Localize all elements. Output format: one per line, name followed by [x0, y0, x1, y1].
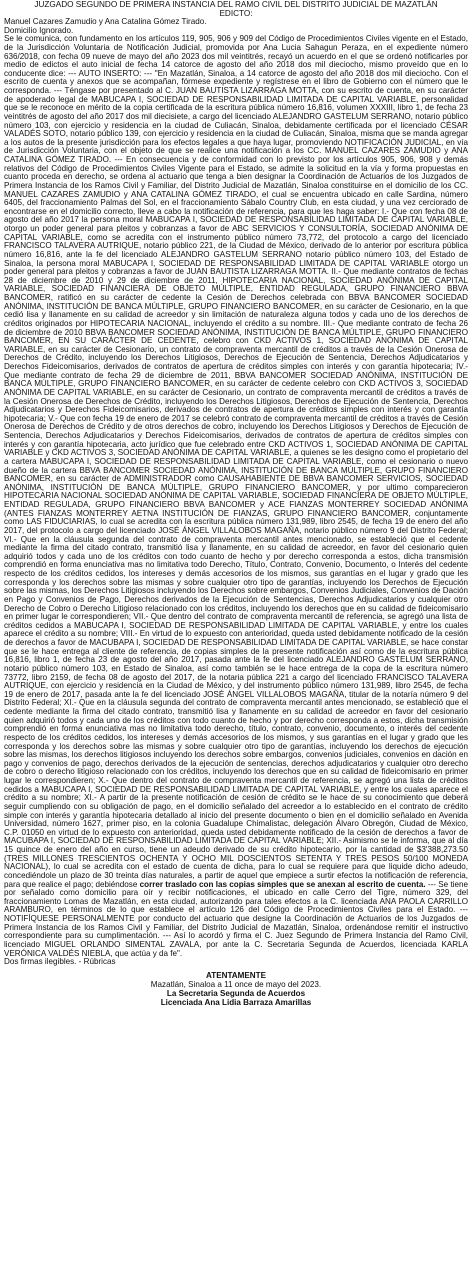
place-date: Mazatlán, Sinaloa a 11 once de mayo del 2023. — [150, 979, 322, 989]
edict-label: EDICTO: — [219, 9, 253, 18]
edict-document — [4, 0, 468, 1270]
edict-footer — [4, 971, 468, 1007]
body-paragraph-main: Se le comunica, con fundamento en los artículos 119, 905, 906 y 909 del Código de Procedimientos Civiles vigente en el Estado, de la Jurisdicción Voluntaria de Notificación Judicial, promovida por Ana Lucia Sahagun Peraza, en el expediente número 636/2018, con fecha 09 nueve de mayo del año 2023 dos mil veintitrés, recayó un acuerdo en el que se ordenó notificarles por medio de edictos el auto inicial de fecha 14 catorce de agosto del año 2018 dos mil dieciocho, mismo proveído que en lo conducente dice: --- AUTO INSERTO: --- "En Mazatlán, Sinaloa, a 14 catorce de agosto del año 2018 dos mil dieciocho. Con el escrito de cuenta y anexos que se acompañan, fórmese expediente y regístrese en el libro de Gobierno con el número que le corresponda. --- Téngase por presentado al C. JUAN BAUTISTA LIZARRAGA MOTTA, con su escrito de cuenta, en su carácter de apoderado legal de MABUCAPA I, SOCIEDAD DE RESPONSABILIDAD LIMITADA DE CAPITAL VARIABLE, personalidad que se le reconoce en mérito de la copia certificada de la escritura pública número 16,816, volumen XXXIII, libro 1, de fecha 23 veintitrés de agosto del año 2017 dos mil diecisiete, a cargo del licenciado ALEJANDRO GASTELUM SERRANO, notario público número 103, con ejercicio y residencia en la ciudad de Culiacán, Sinaloa, debidamente certificada por el licenciado CÉSAR VALADÉS SOTO, notario público 139, con ejercicio y residencia en la ciudad de Culiacán, Sinaloa, misma que se manda agregar a los autos de la presente jurisdicción para los efectos legales a que haya lugar, promoviendo NOTIFICACIÓN JUDICIAL, en vía de Jurisdicción Voluntaria, con el objeto de que se realice una notificación a los CC. MANUEL CAZARES ZAMUDIO y ANA CATALINA GÓMEZ TIRADO. --- En consecuencia y de conformidad con lo previsto por los artículos 905, 906, 908 y demás relativos del Código de Procedimientos Civiles Vigente para el Estado, se admite la solicitud en la vía y forma propuestas en cuanto proceda en derecho, se ordena al actuario que tenga a bien designar la Coordinación de Actuarios de los Juzgados de Primera Instancia de los Ramos Civil y Familiar, del Distrito Judicial de Mazatlán, Sinaloa constituirse en el domicilio de los CC. MANUEL CAZARES ZAMUDIO y ANA CATALINA GÓMEZ TIRADO, el cual se encuentra ubicado en calle Sardina, número 6405, del fraccionamiento Palmas del Sol, en el fraccionamiento Sábalo Country Club, en esta ciudad, y una vez cerciorado de encontrarse en el domicilio correcto, lleve a cabo la notificación de referencia, para que les haga saber: I.- Que con fecha 08 de agosto del año 2017 la persona moral MABUCAPA I, SOCIEDAD DE RESPONSABILIDAD LIMITADA DE CAPITAL VARIABLE, otorgo un poder general para pleitos y cobranzas a favor de ABC SERVICIOS Y CONSULTORÍA, SOCIEDAD ANÓNIMA DE CAPITAL VARIABLE, como se acredita con el instrumento público número 73,772, del protocolo a cargo del licenciado FRANCISCO TALAVERA AUTRIQUE, notario público 221, de la Ciudad de México, derivado de lo anterior por escritura pública número 16,816, ante la fe del licenciado ALEJANDRO GASTELUM SERRANO notario público número 103, del Estado de Sinaloa, la persona moral MABUCAPA I, SOCIEDAD DE RESPONSABILIDAD LIMITADA DE CAPITAL VARIABLE otorgo un poder general para pleitos y cobranzas a favor de JUAN BAUTISTA LIZARRAGA MOTTA. II.- Que mediante contratos de fechas 28 de diciembre de 2010 y 29 de diciembre de 2011, HIPOTECARIA NACIONAL, SOCIEDAD ANÓNIMA DE CAPITAL VARIABLE, SOCIEDAD FINANCIERA DE OBJETO MÚLTIPLE, ENTIDAD REGULADA, GRUPO FINANCIERO BBVA BANCOMER, ratificó en su carácter de cedente la Cesión de Derechos celebrada con BBVA BANCOMER SOCIEDAD ANÓNIMA, INSTITUCIÓN DE BANCA MÚLTIPLE, GRUPO FINANCIERO BANCOMER, en su carácter de Cesionario, en la que cedió lisa y llanamente en su calidad de acreedor y sin limitación de naturaleza alguna todos y cada uno de los derechos de créditos originados por HIPOTECARIA NACIONAL, incluyendo el crédito a su nombre. III.- Que mediante contrato de fecha 26 de diciembre de 2010 BBVA BANCOMER SOCIEDAD ANÓNIMA, INSTITUCIÓN DE BANCA MÚLTIPLE, GRUPO FINANCIERO BANCOMER, EN SU CARÁCTER DE CEDENTE, celebro con CKD ACTIVOS 1, SOCIEDAD ANÓNIMA DE CAPITAL VARIABLE, en su carácter de Cesionario, un contrato de compraventa mercantil de créditos a través de la Cesión Onerosa de Derechos de Crédito, incluyendo los Derechos Litigiosos, Derechos de Ejecución de Sentencia, Derechos Adjudicatarios y Derechos Fideicomisarios, derivados de contratos de apertura de créditos simples con interés y con garantía hipotecaria; IV.- Que mediante contrato de fecha 29 de diciembre de 2011, BBVA BANCOMER SOCIEDAD ANÓNIMA, INSTITUCIÓN DE BANCA MÚLTIPLE, GRUPO FINANCIERO BANCOMER, en su carácter de cedente celebro con CKD ACTIVOS 3, SOCIEDAD ANÓNIMA DE CAPITAL VARIABLE, en su carácter de Cesionario, un contrato de compraventa mercantil de créditos a través de la Cesión Onerosa de Derechos de Crédito, incluyendo los Derechos Litigiosos, Derechos de Ejecución de Sentencia, Derechos Adjudicatarios y Derechos Fideicomisarios, derivados de contratos de apertura de créditos simples con interés y con garantía hipotecaria; V.- Que con fecha 19 de enero de 2017 se celebró contrato de compraventa mercantil de créditos a través de Cesión Onerosa de Derechos de Crédito y de otros derechos de cobro, incluyendo los Derechos Litigiosos y Derechos de Ejecución de Sentencia, Derechos Adjudicatarios y Derechos Fideicomisarios, derivados de contratos de apertura de créditos simples con interés y con garantía hipotecaria, acto jurídico que fue celebrado entre CKD ACTIVOS 1, SOCIEDAD ANÓNIMA DE CAPITAL VARIABLE y CKD ACTIVOS 3, SOCIEDAD ANÓNIMA DE CAPITAL VARIABLE, a quienes se les designo como el propietario del a cartera MABUCAPA I, SOCIEDAD DE RESPONSABILIDAD LIMITADA DE CAPITAL VARIABLE, como el cesionario o nuevo dueño de la cartera BBVA BANCOMER SOCIEDAD ANÓNIMA, INSTITUCIÓN DE BANCA MÚLTIPLE, GRUPO FINANCIERO BANCOMER, en su carácter de ADMINISTRADOR como CAUSAHABIENTE DE BBVA BANCOMER SERVICIOS, SOCIEDAD ANÓNIMA, INSTITUCIÓN DE BANCA MÚLTIPLE, GRUPO FINANCIERO BANCOMER, y por ultimo comparecieron HIPOTECARIA NACIONAL SOCIEDAD ANÓNIMA DE CAPITAL VARIABLE, SOCIEDAD FINANCIERA DE OBJETO MÚLTIPLE, ENTIDAD REGULADA, GRUPO FINANCIERO BBVA BANCOMER y ACE FIANZAS MONTERREY SOCIEDAD ANÓNIMA (ANTES FIANZAS MONTERREY AETNA INSTITUCIÓN DE FIANZAS, GRUPO FINANCIERO BANCOMER, conjuntamente como LAS FIDUCIARIAS, lo cual se acredita con la escritura pública número 131,989, libro 2545, de fecha 19 de enero del año 2017, del protocolo a cargo del licenciado JOSÉ ÁNGEL VILLALOBOS MAGAÑA, notario público número 9 del Distrito Federal; VI.- Que en la cláusula segunda del contrato de compraventa mercantil antes mencionado, se estableció que el cedente mediante la firma del citado contrato, transmitió lisa y llanamente, en su calidad de acreedor, en favor del cesionario quien adquirió todos y cada uno de los créditos con todo cuanto de hecho y por derecho corresponda a estos, dicha transmisión comprendió en forma enunciativa mas no limitativa todo Derecho, Título, Contrato, Convenio, Documento, o Interés del cedente respecto de los créditos cedidos, los intereses y demás accesorios de los mismos, sus garantías en el lugar y grado que les corresponda y los derechos sobre las mismas y sobre cualquier otro tipo de garantías, incluyendo los Derechos de Ejecución sobre las mismas, los Derechos Litigiosos incluyendo los Derechos sobre embargos, Convenios Judiciales, Convenios de Dación en Pago y Convenios de Pago, Derechos derivados de la Ejecución de Sentencias, Derechos Adjudicatarios y cualquier otro Derecho de Cobro o Derecho Litigioso relacionado con los créditos, incluyendo los derechos que en su calidad de fideicomisario en primer lugar le correspondieren; VII.- Que dentro del contrato de compraventa mercantil de referencia, se agregó una lista de créditos cedidos a MABUCAPA I, SOCIEDAD DE RESPONSABILIDAD LIMITADA DE CAPITAL VARIABLE, y entre los cuales aparece el crédito a su nombre; VIII.- En virtud de lo expuesto con anterioridad, queda usted debidamente notificado de la cesión de derechos a favor de MACUBAPA I, SOCIEDAD DE RESPONSABILIDAD LIMITADA DE CAPITAL VARIABLE, se hace constar que se le hace entrega al cliente de referencia, de copias simples de la presente notificación así como de la escritura pública 16,816, libro 1, de fecha 23 de agosto del año 2017, pasada ante la fe del licenciado ALEJANDRO GASTELUM SERRANO, notario público número 103, en Estado de Sinaloa, así como también se le hace entrega de la copa de la escritura número 73772, libro 2159, de fecha 08 de agosto del 2017, de la notaria pública 221 a cargo del licenciado FRANCISCO TALAVERA AUTRIQUE, con ejercicio y residencia en la Ciudad de México, y del instrumento público número 131,989, libro 2545, de fecha 19 de enero de 2017, pasada ante la fe del licenciado JOSÉ ÁNGEL VILLALOBOS MAGAÑA, titular de la notaría número 9 del Distrito Federal; XI.- Que en la cláusula segunda del contrato de compraventa mercantil antes mencionado, se estableció que el cedente mediante la firma del citado contrato, transmitió lisa y llanamente en su calidad de acreedor en favor del cesionario quien adquirió todos y cada uno de los créditos con todo cuanto de hecho y por derecho corresponda a estos, dicha transmisión comprendió en forma enunciativa mas no limitativa todo derecho, título, contrato, convenio, documento, o interés del cedente respecto de los créditos cedidos, los intereses y demás accesorios de los mismos, y sus garantías en el lugar y grado que les corresponda y los derechos sobre las mismas y sobre cualquier otro tipo de garantías, incluyendo los derechos de ejecución sobre las mismas, los derechos litigiosos incluyendo los derechos sobre embargos, convenios judiciales, convenios en dación en pago y convenios de pago, derechos derivados de la ejecución de sentencias, derechos adjudicatarios y cualquier otro derecho de cobro o derecho litigioso relacionado con los créditos, incluyendo los derechos que en su calidad de fideicomisario en primer lugar le correspondieren; X.- Que dentro del contrato de compraventa mercantil de referencia, se agregó una lista de créditos cedidos a MABUCAPA I, SOCIEDAD DE RESPONSABILIDAD LIMITADA DE CAPITAL VARIABLE, y entre los cuales aparece el crédito a su nombre; XI.- A partir de la presente notificación de cesión de crédito se le hace de su conocimiento que deberá seguir cumpliendo con su obligación de pago, en el domicilio señalado del acreedor a lo establecido en el contrato de crédito simple con interés y garantía hipotecaria detallado al inicio del presente documento o bien en el domicilio señalado en Avenida Universidad, número 1627, primer piso, en la colonia Guadalupe Chimalistac, delegación Álvaro Obregón, Ciudad de México, C.P. 01050 en virtud de lo expuesto con anterioridad, queda usted debidamente notificado de la cesión de derechos a favor de MACUBAPA I, SOCIEDAD DE RESPONSABILIDAD LIMITADA DE CAPITAL VARIABLE; XII.- Asimismo se le informa, que al día 15 quince de enero del año en curso, tiene un adeudo derivado de su crédito hipotecario, por la cantidad de $3'388,273.50 (TRES MILLONES TRESCIENTOS OCHENTA Y OCHO MIL DOSCIENTOS SETENTA Y TRES PESOS 50/100 MONEDA NACIONAL), lo cual se acredita con el estado de cuenta de dicha, para lo cual se requiere para que liquide dicho adeudo, concediéndole un plazo de 30 treinta días naturales, a partir de aquel que empiece a surtir efectos la notificación de referencia, para que realice el pago; debiéndose — [4, 34, 468, 889]
court-title: JUZGADO SEGUNDO DE PRIMERA INSTANCIA DEL RAMO CIVIL DEL DISTRITO JUDICIAL DE MAZATLÁN — [34, 0, 438, 9]
signer-name: Licenciada Ana Lidia Barraza Amarillas — [160, 997, 312, 1007]
edict-header — [4, 0, 468, 18]
domicile-note: Domicilio Ignorado. — [4, 25, 74, 35]
addressees: Manuel Cazares Zamudio y Ana Catalina Gómez Tirado. — [4, 17, 207, 26]
edict-body — [4, 35, 468, 958]
body-paragraph-closing: --- Se tiene por señalado como domicilio para oír y recibir notificaciones, el ubicado en calle Cerro del Tigre, número 329, del fraccionamiento Lomas de Mazatlán, en esta ciudad, autorizando para tales efectos a la C. licenciada ANA PAOLA CARRILLO ARAMBURO, en términos de lo que establece el artículo 126 del Código de Procedimientos Civiles para el Estado. --- NOTIFÍQUESE PERSONALMENTE por conducto del actuario que designe la Coordinación de Actuarios de los Juzgados de Primera Instancia de los Ramos Civil y Familiar, del Distrito Judicial de Mazatlán, Sinaloa, ordenándose remitir el instructivo correspondiente para su cumplimentación. --- Así lo acordó y firma el C. Juez Segundo de Primera Instancia del Ramo Civil, licenciado MIGUEL ORLANDO SIMENTAL ZAVALA, por ante la C. Secretaria Segunda de Acuerdos, licenciada KARLA VERÓNICA VALDÉS NIEBLA, que actúa y da fe". — [4, 879, 468, 958]
signer-title: La Secretaria Segunda de Acuerdos — [166, 988, 306, 998]
body-bold-phrase: correr traslado con las copias simples que se anexan al escrito de cuenta. — [139, 879, 426, 889]
signatures-note: Dos firmas ilegibles. - Rúbricas — [4, 957, 116, 967]
closing-word: ATENTAMENTE — [206, 970, 266, 980]
